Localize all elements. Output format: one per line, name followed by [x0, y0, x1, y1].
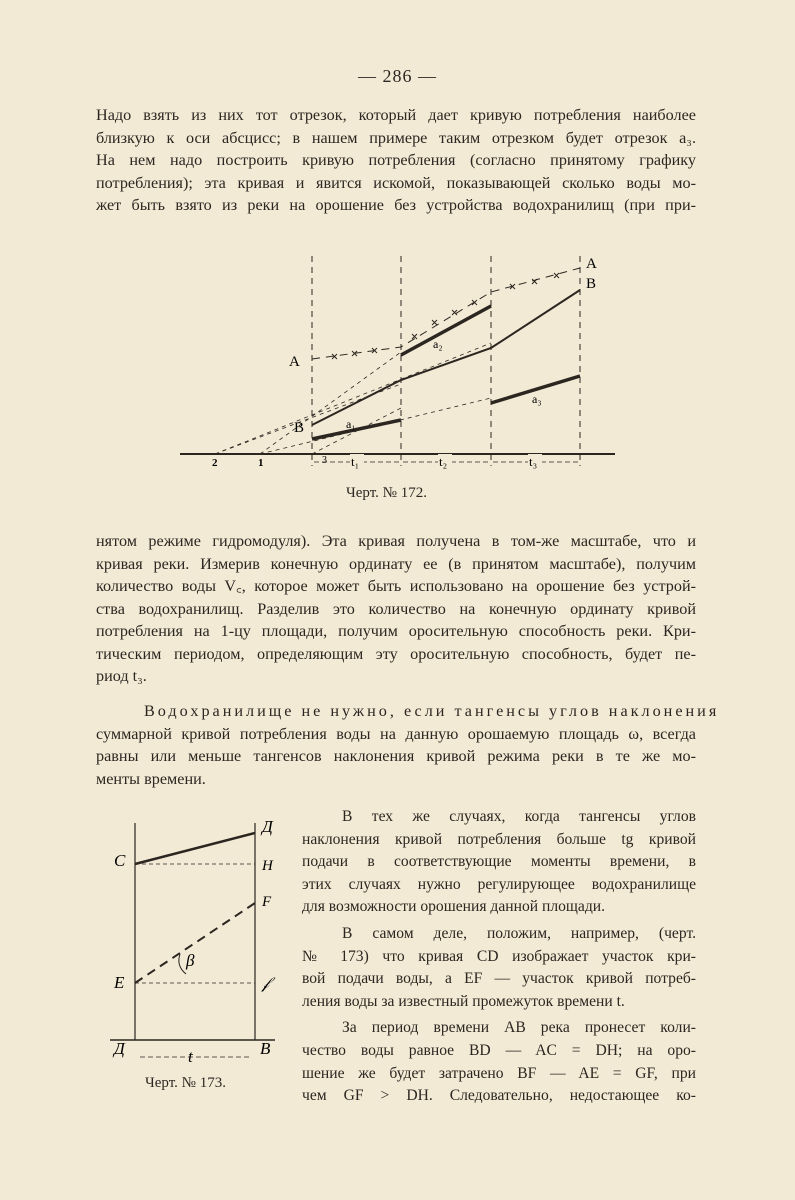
river-curve-A [312, 268, 580, 359]
label-H: Н [262, 858, 273, 874]
figure-172 [170, 248, 620, 483]
text-line: подачи в соответствующие моменты времени, в [302, 853, 696, 871]
label-C: C [114, 851, 126, 870]
label-A-right: А [586, 256, 597, 272]
text-line: риод t₃. [96, 667, 147, 685]
paragraph-2 [96, 530, 696, 688]
label-2: 2 [212, 457, 218, 469]
label-B-left: В [294, 420, 305, 436]
text-line: Надо взять из них тот отрезок, который дает кривую потребления наиболее [96, 106, 696, 124]
page-number: — 286 — [358, 66, 437, 86]
cross-markers [332, 273, 559, 359]
label-A: Д [114, 1039, 125, 1058]
text-line: суммарной кривой потребления воды на данную орошаемую площадь ω, всегда [96, 724, 696, 743]
segment-a2 [401, 306, 491, 355]
text-line: В самом деле, положим, например, (черт. [342, 924, 696, 942]
text-line: менты времени. [96, 769, 206, 788]
label-t1: t₁ [351, 454, 360, 469]
label-a1: a₁ [346, 417, 356, 431]
text-line: чем GF > DH. Следовательно, недостающее ко- [302, 1087, 696, 1105]
text-line: потребления на 1-цу площади, получим оросительную способность реки. Кри- [96, 622, 696, 640]
text-line: нятом режиме гидромодуля). Эта кривая получена в том-же масштабе, что и [96, 532, 696, 550]
text-line: тическим периодом, определяющим эту оросительную способность, будет пе- [96, 644, 696, 663]
label-E: E [114, 973, 125, 992]
label-t: t [188, 1047, 193, 1066]
label-B-right: В [586, 276, 597, 292]
text-line: За период времени AB река пронесет коли- [342, 1019, 696, 1037]
paragraph-1 [96, 104, 696, 217]
angle-arc [179, 954, 186, 974]
text-line: потребления); эта кривая и явится искомой, показывающей сколько воды мо- [96, 173, 696, 192]
label-D: Д [262, 817, 273, 836]
label-a3: a₃ [532, 392, 542, 406]
consumption-curve-EF [135, 903, 255, 983]
label-A-left: А [289, 354, 300, 370]
label-t3: t₃ [529, 454, 538, 469]
text-line: близкую к оси абсцисс; в нашем примере таким отрезком будет отрезок a₃. [96, 128, 696, 147]
text-line: этих случаях нужно регулирующее водохранилище [302, 875, 696, 893]
label-a2: a₂ [433, 337, 443, 351]
figure-172-caption: Черт. № 172. [346, 485, 427, 501]
text-line: равны или меньше тангенсов наклонения кривой режима реки в те же мо- [96, 747, 696, 765]
text-line: ления воды за известный промежуток времени t. [302, 992, 625, 1010]
text-line: количество воды V꜀, которое может быть использовано на орошение без устрой- [96, 577, 696, 595]
text-line: вой подачи воды, а EF — участок кривой потреб- [302, 970, 696, 988]
text-line: жет быть взято из реки на орошение без устройства водохранилищ (при при- [96, 196, 696, 214]
label-1: 1 [258, 457, 264, 469]
figure-173-caption: Черт. № 173. [145, 1075, 226, 1091]
text-line: шение же будет затрачено BF — AE = GF, при [302, 1064, 696, 1082]
projection-line [215, 343, 491, 454]
text-line: В тех же случаях, когда тангенсы углов [342, 808, 696, 825]
text-line: кривая реки. Измерив конечную ординату ее (в принятом масштабе), получим [96, 554, 696, 573]
segment-a1 [312, 420, 401, 439]
text-line: ства водохранилищ. Разделив это количество на конечную ординату кривой [96, 599, 696, 618]
label-F: F [262, 894, 272, 910]
text-line: для возможности орошения данной площади. [302, 898, 606, 916]
text-line: № 173) что кривая CD изображает участок кри- [302, 947, 696, 965]
label-3: 3 [322, 455, 327, 466]
label-beta: β [186, 951, 195, 970]
label-B: В [260, 1039, 271, 1058]
text-line: чество воды равное BD — AC = DH; на оро- [302, 1041, 696, 1059]
paragraph-3 [96, 700, 720, 790]
label-t2: t₂ [439, 454, 448, 469]
supply-curve-CD [135, 833, 255, 864]
right-column-text [302, 806, 696, 1108]
text-line: наклонения кривой потребления больше tg кривой [302, 830, 696, 848]
figure-173 [100, 808, 290, 1083]
projection-line [260, 352, 401, 454]
label-phi: 𝒻 [262, 975, 270, 992]
text-line: Водохранилище не нужно, если тангенсы углов наклонения [144, 702, 720, 720]
text-line: На нем надо построить кривую потребления (согласно принятому графику [96, 151, 696, 169]
